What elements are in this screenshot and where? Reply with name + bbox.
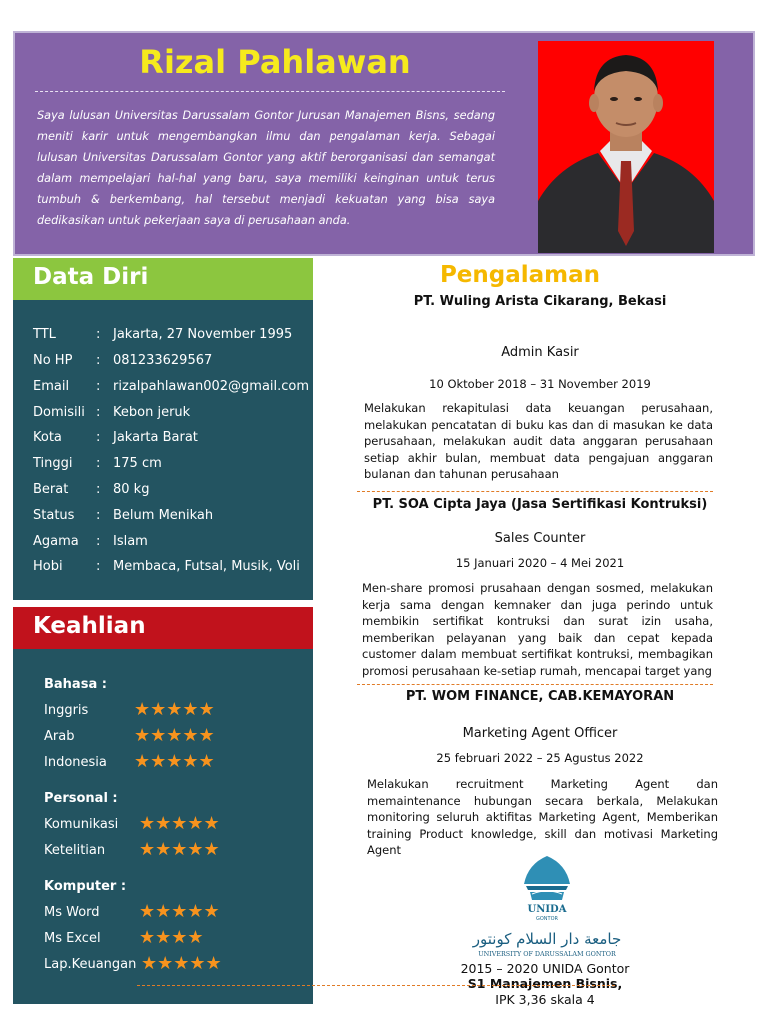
education-ipk: IPK 3,36 skala 4 bbox=[495, 992, 595, 1007]
skill-label: Lap.Keuangan bbox=[44, 957, 137, 972]
data-value: Islam bbox=[113, 534, 148, 549]
data-key: Kota bbox=[33, 430, 62, 445]
skill-row bbox=[44, 725, 215, 746]
data-key: Hobi bbox=[33, 559, 63, 574]
skill-label: Indonesia bbox=[44, 755, 107, 770]
data-key: TTL bbox=[33, 327, 56, 342]
bottom-divider bbox=[137, 985, 615, 986]
data-key: Domisili bbox=[33, 405, 85, 420]
data-value: Kebon jeruk bbox=[113, 405, 191, 420]
data-separator: : bbox=[96, 482, 101, 497]
section-divider bbox=[357, 684, 713, 685]
job-role: Marketing Agent Officer bbox=[462, 726, 618, 741]
data-separator: : bbox=[96, 430, 101, 445]
star-rating-icon: ★★★★★ bbox=[139, 839, 220, 860]
skill-row bbox=[44, 813, 220, 834]
job-date: 25 februari 2022 – 25 Agustus 2022 bbox=[436, 751, 644, 765]
data-key: Email bbox=[33, 379, 70, 394]
unida-gontor-logo bbox=[466, 850, 628, 960]
data-key: Berat bbox=[33, 482, 69, 497]
profile-summary: Saya lulusan Universitas Darussalam Gontor Jurusan Manajemen Bisns, sedang meniti karir untuk mengembangkan ilmu dan pengalaman kerja. Sebagai lulusan Universitas Darussalam Gontor yang aktif berorganisasi dan semangat dalam mempelajari hal-hal yang baru, saya memiliki keinginan untuk terus tumbuh & berkembang, hal tersebut menjadi kekuatan yang bisa saya dedikasikan untuk pekerjaan saya di perusahaan anda. bbox=[37, 109, 495, 227]
skill-label: Arab bbox=[44, 729, 75, 744]
data-separator: : bbox=[96, 327, 101, 342]
pengalaman-title: Pengalaman bbox=[439, 262, 601, 288]
skill-group-heading: Komputer : bbox=[44, 879, 127, 894]
keahlian-title: Keahlian bbox=[33, 613, 146, 639]
star-rating-icon: ★★★★★ bbox=[141, 953, 222, 974]
job-role: Admin Kasir bbox=[501, 345, 579, 360]
data-key: No HP bbox=[33, 353, 73, 368]
data-value: Jakarta Barat bbox=[113, 430, 198, 445]
data-diri-panel bbox=[13, 300, 313, 600]
job-company: PT. Wuling Arista Cikarang, Bekasi bbox=[413, 294, 667, 309]
full-name: Rizal Pahlawan bbox=[139, 43, 411, 81]
profile-photo bbox=[538, 41, 714, 253]
svg-text:UNIVERSITY OF DARUSSALAM GONTO: UNIVERSITY OF DARUSSALAM GONTOR bbox=[478, 950, 616, 958]
skill-label: Inggris bbox=[44, 703, 89, 718]
job-description: Melakukan recruitment Marketing Agent dan memaintenance hubungan secara berkala, Melakukan monitoring seluruh aktifitas Marketing Agent, Memberikan training Product knowledge, skill dan motivasi Marketing Agent bbox=[367, 777, 718, 857]
data-value: Membaca, Futsal, Musik, Voli bbox=[113, 559, 300, 574]
job-description: Men-share promosi prusahaan dengan sosmed, melakukan kerja sama dengan kemnaker dan juga perindo untuk membikin sertifikat kontruksi dan surat izin usaha, memberikan pelayanan yang baik dan cepat kepada customer dalam membuat sertifikat kontruksi, membagikan promosi perusahaan ke-setiap rumah, mencapai target yang bbox=[362, 581, 713, 678]
svg-text:UNIDA: UNIDA bbox=[527, 904, 567, 915]
data-diri-header bbox=[13, 258, 313, 300]
job-role: Sales Counter bbox=[494, 531, 586, 546]
data-value: 175 cm bbox=[113, 456, 162, 471]
education-degree: S1 Manajemen Bisnis, bbox=[467, 976, 623, 991]
skill-group-heading: Personal : bbox=[44, 791, 118, 806]
skill-label: Ketelitian bbox=[44, 843, 106, 858]
data-separator: : bbox=[96, 353, 101, 368]
data-separator: : bbox=[96, 379, 101, 394]
section-divider bbox=[357, 491, 713, 492]
job-date: 15 Januari 2020 – 4 Mei 2021 bbox=[455, 556, 625, 570]
skill-row bbox=[44, 901, 220, 922]
skill-label: Komunikasi bbox=[44, 817, 119, 832]
job-date: 10 Oktober 2018 – 31 November 2019 bbox=[429, 377, 651, 391]
skill-row bbox=[44, 751, 215, 772]
star-rating-icon: ★★★★★ bbox=[134, 725, 215, 746]
skill-label: Ms Word bbox=[44, 905, 100, 920]
data-separator: : bbox=[96, 534, 101, 549]
data-value: 80 kg bbox=[113, 482, 150, 497]
data-value: rizalpahlawan002@gmail.com bbox=[113, 379, 310, 394]
star-rating-icon: ★★★★ bbox=[139, 927, 204, 948]
data-separator: : bbox=[96, 559, 101, 574]
skill-row bbox=[44, 699, 215, 720]
data-separator: : bbox=[96, 405, 101, 420]
skill-group-heading: Bahasa : bbox=[44, 677, 107, 692]
data-value: 081233629567 bbox=[113, 353, 213, 368]
name-divider bbox=[35, 91, 505, 92]
star-rating-icon: ★★★★★ bbox=[134, 699, 215, 720]
star-rating-icon: ★★★★★ bbox=[139, 813, 220, 834]
keahlian-header bbox=[13, 607, 313, 649]
job-company: PT. WOM FINANCE, CAB.KEMAYORAN bbox=[405, 689, 675, 704]
data-key: Tinggi bbox=[33, 456, 73, 471]
svg-text:GONTOR: GONTOR bbox=[535, 916, 559, 922]
skill-row bbox=[44, 953, 222, 974]
svg-text:جامعة دار السلام كونتور: جامعة دار السلام كونتور bbox=[472, 930, 622, 948]
keahlian-panel bbox=[13, 649, 313, 1004]
job-company: PT. SOA Cipta Jaya (Jasa Sertifikasi Kontruksi) bbox=[372, 497, 708, 512]
job-description: Melakukan rekapitulasi data keuangan perusahaan, melakukan pencatatan di buku kas dan di masukan ke data perusahaan, melakukan audit data anggaran perusahaan setiap akhir bulan, membuat data pengajuan anggaran bulanan dan tahunan perusahaan bbox=[364, 401, 713, 481]
data-separator: : bbox=[96, 508, 101, 523]
data-value: Belum Menikah bbox=[113, 508, 214, 523]
header-banner bbox=[13, 31, 755, 256]
star-rating-icon: ★★★★★ bbox=[139, 901, 220, 922]
data-separator: : bbox=[96, 456, 101, 471]
data-key: Status bbox=[33, 508, 75, 523]
skill-row bbox=[44, 927, 204, 948]
skill-label: Ms Excel bbox=[44, 931, 101, 946]
data-key: Agama bbox=[33, 534, 79, 549]
skill-row bbox=[44, 839, 220, 860]
data-diri-title: Data Diri bbox=[33, 264, 149, 290]
star-rating-icon: ★★★★★ bbox=[134, 751, 215, 772]
data-value: Jakarta, 27 November 1995 bbox=[113, 327, 293, 342]
education-years: 2015 – 2020 UNIDA Gontor bbox=[460, 961, 630, 976]
